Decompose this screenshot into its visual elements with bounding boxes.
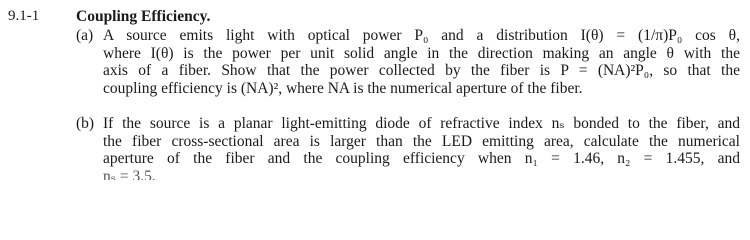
part-b-line: the fiber cross-sectional area is larger than the LED emitting area, calculate the numerical [103,132,740,150]
part-a-label: (a) [76,27,94,44]
part-b-line-cut-off: nₛ = 3.5. [103,167,156,180]
part-a-line: axis of a fiber. Show that the power collected by the fiber is P = (NA)²P₀, so that the [103,62,740,79]
part-b-line: If the source is a planar light-emitting diode of refractive index nₛ bonded to the fiber, and [103,115,740,132]
part-b-line: aperture of the fiber and the coupling efficiency when n₁ = 1.46, n₂ = 1.455, and [103,150,740,167]
part-a-line: where I(θ) is the power per unit solid angle in the direction making an angle θ with the [103,44,740,62]
part-a-text [103,27,740,97]
part-a-line: A source emits light with optical power P₀ and a distribution I(θ) = (1/π)P₀ cos θ, [103,27,740,44]
part-b-text [103,115,740,180]
part-a-line: coupling efficiency is (NA)², where NA is the numerical aperture of the fiber. [103,79,583,97]
problem-title: Coupling Efficiency. [76,8,211,25]
problem-number: 9.1-1 [8,8,40,24]
part-b-label: (b) [76,115,95,132]
